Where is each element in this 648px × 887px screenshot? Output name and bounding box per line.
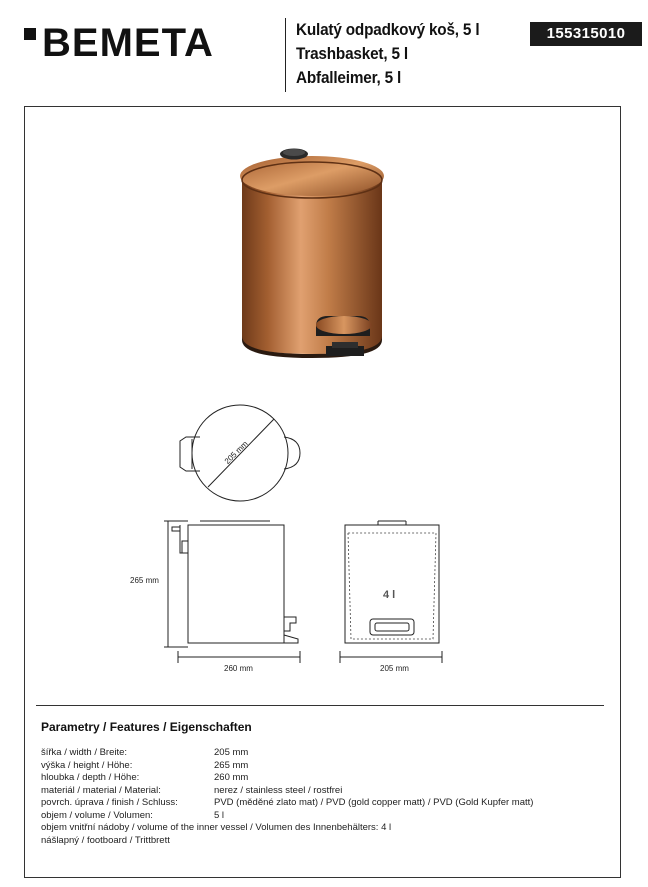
side-view-drawing (164, 521, 300, 663)
width-label: 205 mm (380, 664, 409, 673)
params-table (41, 747, 534, 847)
param-value: 5 l (214, 809, 225, 821)
product-code-badge: 155315010 (530, 22, 642, 46)
title-czech: Kulatý odpadkový koš, 5 l (296, 20, 480, 39)
params-heading: Parametry / Features / Eigenschaften (41, 720, 252, 734)
brand-logo (24, 18, 252, 65)
param-label: výška / height / Höhe: (41, 759, 133, 771)
header-separator (285, 18, 286, 92)
title-english: Trashbasket, 5 l (296, 44, 408, 63)
param-row (41, 797, 534, 810)
product-titles (296, 18, 500, 90)
bemeta-logo-icon (24, 18, 252, 65)
inner-volume-label: 4 l (383, 589, 396, 601)
title-german: Abfalleimer, 5 l (296, 68, 402, 87)
param-row (41, 785, 391, 798)
depth-label: 260 mm (224, 664, 253, 673)
param-text: objem vnitřní nádoby / volume of the inner vessel / Volumen des Innenbehälters: 4 l (41, 822, 392, 833)
diameter-label: 205 mm (222, 439, 250, 466)
product-photo (220, 140, 400, 375)
param-row-full (41, 822, 391, 835)
param-label: hloubka / depth / Höhe: (41, 772, 140, 783)
param-row (41, 810, 391, 823)
param-value: nerez / stainless steel / rostfrei (214, 784, 343, 796)
param-value: 260 mm (214, 772, 249, 783)
logo-wordmark: BEMETA (42, 21, 214, 65)
param-label: šířka / width / Breite: (41, 747, 128, 758)
param-row (41, 772, 391, 785)
param-row (41, 760, 391, 773)
height-label: 265 mm (130, 576, 159, 585)
technical-drawings (130, 395, 470, 675)
param-label: povrch. úprava / finish / Schluss: (41, 797, 178, 808)
param-row-full (41, 835, 391, 848)
param-label: objem / volume / Volumen: (41, 809, 153, 821)
param-text: nášlapný / footboard / Trittbrett (41, 834, 170, 846)
params-divider (36, 705, 604, 706)
param-value: 265 mm (214, 759, 249, 771)
param-value: 205 mm (214, 747, 249, 758)
param-value: PVD (měděné zlato mat) / PVD (gold copper matt) / PVD (Gold Kupfer matt) (214, 797, 534, 808)
param-row (41, 747, 391, 760)
param-label: materiál / material / Material: (41, 784, 161, 796)
